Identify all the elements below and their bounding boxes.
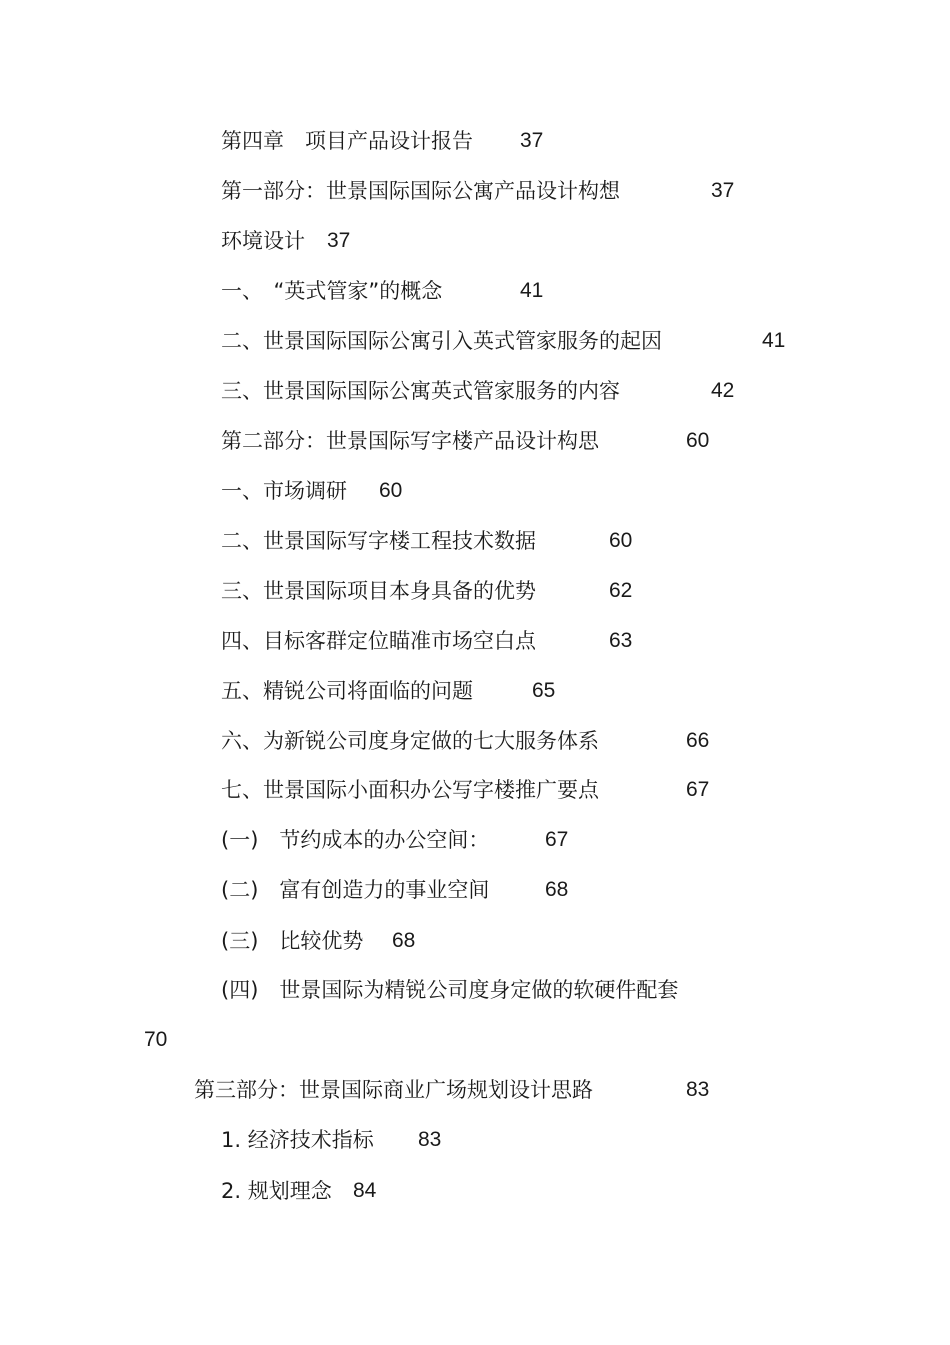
toc-entry-title: 四、目标客群定位瞄准市场空白点 (221, 629, 536, 653)
toc-entry-page: 60 (609, 529, 633, 552)
toc-entry-page: 65 (532, 679, 556, 702)
toc-entry (221, 876, 569, 904)
toc-entry-page: 84 (353, 1179, 377, 1202)
toc-entry (221, 277, 544, 305)
toc-entry (221, 1177, 377, 1205)
toc-entry (221, 826, 569, 854)
toc-entry-page: 37 (327, 229, 351, 252)
toc-entry-page: 68 (392, 929, 416, 952)
toc-entry-page: 41 (520, 279, 544, 302)
toc-entry-page: 62 (609, 579, 633, 602)
toc-entry (221, 127, 544, 155)
toc-entry-page: 41 (762, 329, 786, 352)
toc-entry-title: 七、世景国际小面积办公写字楼推广要点 (221, 778, 599, 802)
toc-entry-title: 第四章 项目产品设计报告 (221, 129, 473, 153)
toc-entry-page: 83 (418, 1128, 442, 1151)
toc-entry-title: 三、世景国际国际公寓英式管家服务的内容 (221, 379, 620, 403)
toc-entry (221, 327, 786, 355)
toc-entry-page: 60 (686, 429, 710, 452)
toc-entry-title: 2. 规划理念 (221, 1179, 332, 1203)
toc-entry-page: 67 (545, 828, 569, 851)
toc-entry-title: 一、 “英式管家”的概念 (221, 279, 443, 303)
toc-entry-page: 60 (379, 479, 403, 502)
toc-entry-page: 70 (144, 1028, 168, 1051)
toc-entry-page: 83 (686, 1078, 710, 1101)
toc-entry-title: (二) 富有创造力的事业空间 (221, 878, 490, 902)
toc-entry-title: 1. 经济技术指标 (221, 1128, 374, 1152)
toc-entry (221, 527, 633, 555)
toc-entry (221, 927, 416, 955)
toc-entry (221, 427, 710, 455)
toc-entry (194, 1076, 710, 1104)
toc-entry (221, 1126, 442, 1154)
toc-entry-title: (三) 比较优势 (221, 929, 364, 953)
toc-entry-page: 37 (520, 129, 544, 152)
toc-entry-title: (四) 世景国际为精锐公司度身定做的软硬件配套 (221, 978, 679, 1002)
toc-entry-page: 63 (609, 629, 633, 652)
toc-entry-title: 一、市场调研 (221, 479, 347, 503)
toc-entry (221, 577, 633, 605)
toc-entry-title: 六、为新锐公司度身定做的七大服务体系 (221, 729, 599, 753)
toc-entry-title: 二、世景国际写字楼工程技术数据 (221, 529, 536, 553)
toc-entry-page: 68 (545, 878, 569, 901)
toc-entry-title: 第三部分：世景国际商业广场规划设计思路 (194, 1078, 593, 1102)
toc-entry-page: 42 (711, 379, 735, 402)
toc-entry-title: 二、世景国际国际公寓引入英式管家服务的起因 (221, 329, 662, 353)
toc-entry-title: (一) 节约成本的办公空间： (221, 828, 490, 852)
toc-entry-title: 环境设计 (221, 229, 305, 253)
toc-entry-title: 五、精锐公司将面临的问题 (221, 679, 473, 703)
toc-entry-page: 37 (711, 179, 735, 202)
toc-entry (221, 377, 735, 405)
toc-entry (221, 477, 403, 505)
toc-entry (221, 177, 735, 205)
toc-entry (221, 776, 710, 804)
toc-entry-title: 第二部分：世景国际写字楼产品设计构思 (221, 429, 599, 453)
toc-entry-title: 三、世景国际项目本身具备的优势 (221, 579, 536, 603)
toc-entry-title: 第一部分：世景国际国际公寓产品设计构想 (221, 179, 620, 203)
toc-entry (221, 677, 556, 705)
toc-entry-page: 66 (686, 729, 710, 752)
toc-entry (221, 727, 710, 755)
toc-entry (221, 227, 351, 255)
toc-entry-page: 67 (686, 778, 710, 801)
toc-entry (221, 627, 633, 655)
toc-entry-wrapped (144, 976, 679, 1051)
